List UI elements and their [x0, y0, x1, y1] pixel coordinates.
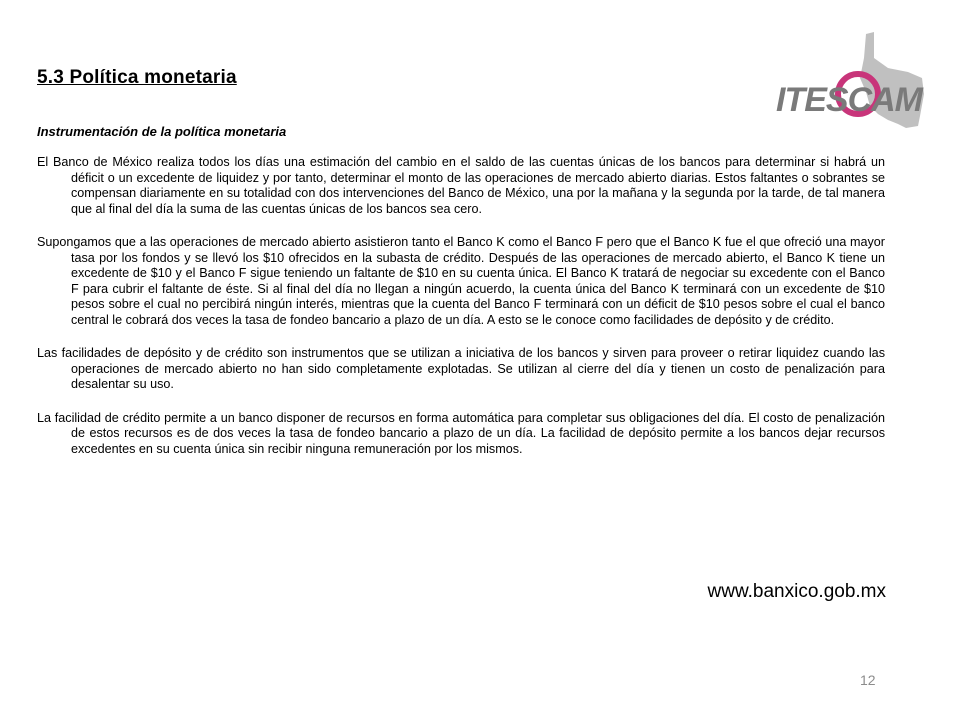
page-number: 12	[860, 672, 876, 688]
svg-text:ITESCAM: ITESCAM	[776, 81, 922, 119]
paragraph-4: La facilidad de crédito permite a un banco disponer de recursos en forma automática para completar sus obligaciones del día. El costo de penalización de estos recursos es de dos veces la tasa de fondeo bancario a plazo de un día. La facilidad de depósito permite a los bancos dejar recursos excedentes en su cuenta única sin recibir ninguna remuneración por los mismos.	[37, 410, 885, 456]
slide-title: 5.3 Política monetaria	[37, 67, 237, 88]
source-url: www.banxico.gob.mx	[707, 581, 886, 602]
paragraph-3: Las facilidades de depósito y de crédito son instrumentos que se utilizan a iniciativa de los bancos y sirven para proveer o retirar liquidez cuando las operaciones de mercado abierto no han sido completamente explotadas. Se utilizan al cierre del día y tienen un costo de penalización para desalentar su uso.	[37, 346, 885, 391]
paragraph-1: El Banco de México realiza todos los días una estimación del cambio en el saldo de las cuentas únicas de los bancos para determinar si habrá un déficit o un excedente de liquidez y por tanto, determinar el monto de las operaciones de mercado abierto diarias. Estos faltantes o sobrantes se compensan diariamente en su totalidad con dos intervenciones del Banco de México, una por la mañana y la segunda por la tarde, de tal manera que al final del día la suma de las cuentas únicas de los bancos sea cero.	[37, 155, 885, 216]
slide-subtitle: Instrumentación de la política monetaria	[37, 124, 287, 139]
body-text	[37, 155, 885, 475]
itescam-logo-icon	[770, 28, 928, 132]
itescam-logo	[770, 28, 928, 132]
paragraph-2: Supongamos que a las operaciones de mercado abierto asistieron tanto el Banco K como el Banco F pero que el Banco K fue el que ofreció una mayor tasa por los fondos y se llevó los $10 ofrecidos en la subasta de crédito. Después de las operaciones de mercado abierto, el Banco K tiene un excedente de $10 y el Banco F sigue teniendo un faltante de $10 en su cuenta única. El Banco K tratará de negociar su excedente con el Banco F para cubrir el faltante de éste. Si al final del día no llegan a ningún acuerdo, la cuenta única del Banco K terminará con un excedente de $10 pesos sobre el cual no percibirá ningún interés, mientras que la cuenta del Banco F terminará con un déficit de $10 pesos sobre el cual el banco central le cobrará dos veces la tasa de fondeo bancario a plazo de un día. A esto se le conoce como facilidades de depósito y de crédito.	[37, 235, 885, 327]
